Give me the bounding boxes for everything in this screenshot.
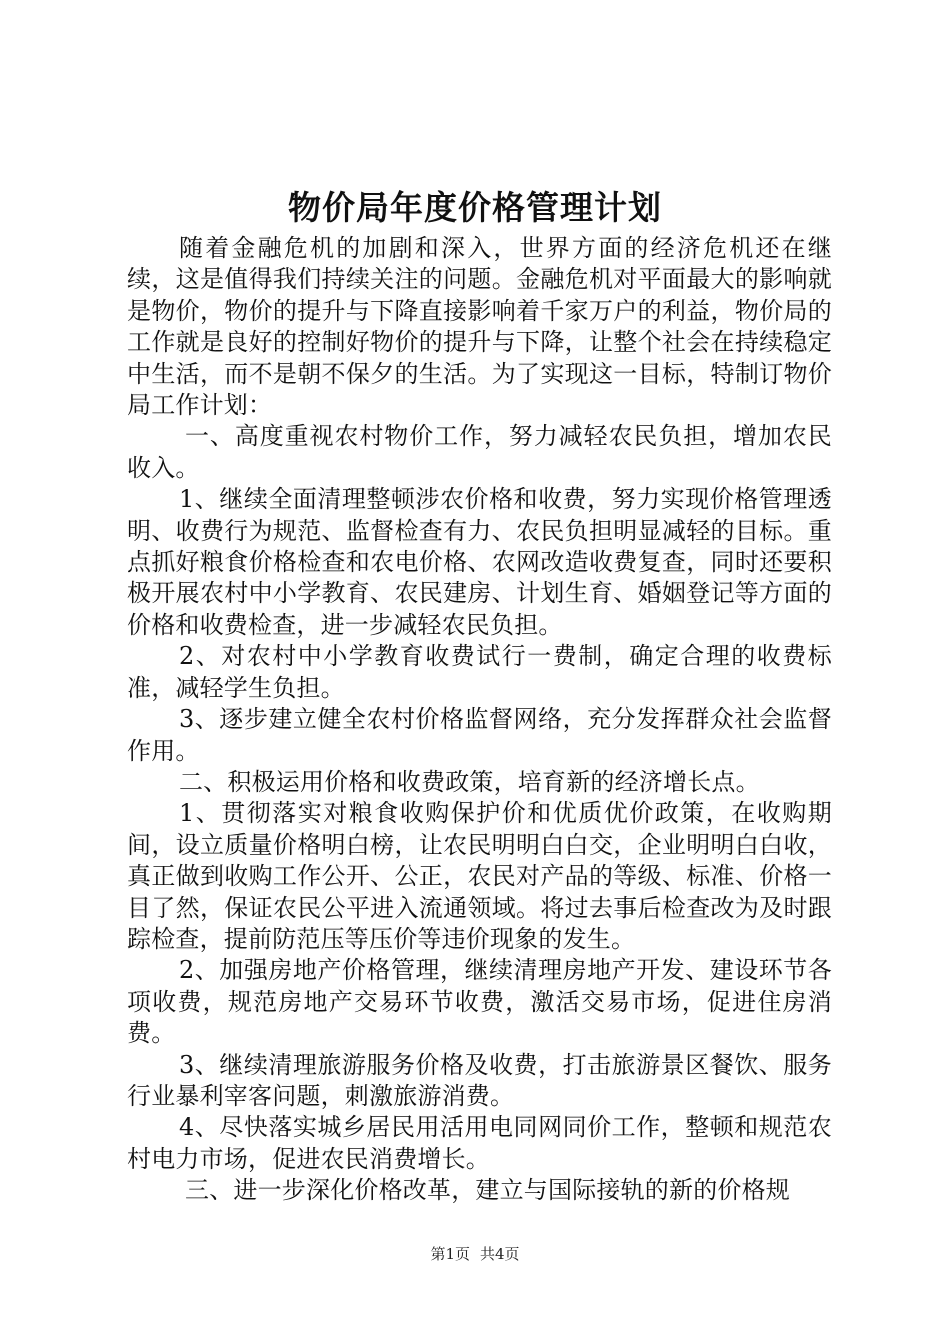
paragraph-2-3: 3、继续清理旅游服务价格及收费，打击旅游景区餐饮、服务行业暴利宰客问题，刺激旅游消费。 <box>127 1050 832 1110</box>
paragraph-2-2: 2、加强房地产价格管理，继续清理房地产开发、建设环节各项收费，规范房地产交易环节收费，激活交易市场，促进住房消费。 <box>127 956 832 1048</box>
paragraph-1-3: 3、逐步建立健全农村价格监督网络，充分发挥群众社会监督作用。 <box>127 705 832 765</box>
section-heading-3: 三、进一步深化价格改革，建立与国际接轨的新的价格规 <box>185 1176 790 1205</box>
paragraph-1-2: 2、对农村中小学教育收费试行一费制，确定合理的收费标准，减轻学生负担。 <box>127 642 832 702</box>
section-heading-1: 一、高度重视农村物价工作，努力减轻农民负担，增加农民收入。 <box>127 422 832 482</box>
paragraph-2-1: 1、贯彻落实对粮食收购保护价和优质优价政策，在收购期间，设立质量价格明白榜，让农民明明白白交，企业明明白白收，真正做到收购工作公开、公正，农民对产品的等级、标准、价格一目了然，保证农民公平进入流通领域。将过去事后检查改为及时跟踪检查，提前防范压等压价等违价现象的发生。 <box>127 799 832 953</box>
paragraph-1-1: 1、继续全面清理整顿涉农价格和收费，努力实现价格管理透明、收费行为规范、监督检查有力、农民负担明显减轻的目标。重点抓好粮食价格检查和农电价格、农网改造收费复查，同时还要积极开展农村中小学教育、农民建房、计划生育、婚姻登记等方面的价格和收费检查，进一步减轻农民负担。 <box>127 485 832 639</box>
page-number: 第1页 <box>430 1245 470 1263</box>
document-body <box>127 233 832 1207</box>
document-title: 物价局年度价格管理计划 <box>288 188 662 227</box>
paragraph-intro: 随着金融危机的加剧和深入，世界方面的经济危机还在继续，这是值得我们持续关注的问题。金融危机对平面最大的影响就是物价，物价的提升与下降直接影响着千家万户的利益，物价局的工作就是良好的控制好物价的提升与下降，让整个社会在持续稳定中生活，而不是朝不保夕的生活。为了实现这一目标，特制订物价局工作计划： <box>127 234 832 420</box>
page-total: 共4页 <box>480 1245 520 1263</box>
paragraph-2-4: 4、尽快落实城乡居民用活用电同网同价工作，整顿和规范农村电力市场，促进农民消费增长。 <box>127 1113 832 1173</box>
page-footer <box>0 1243 950 1265</box>
section-heading-2: 二、积极运用价格和收费政策，培育新的经济增长点。 <box>179 767 760 796</box>
